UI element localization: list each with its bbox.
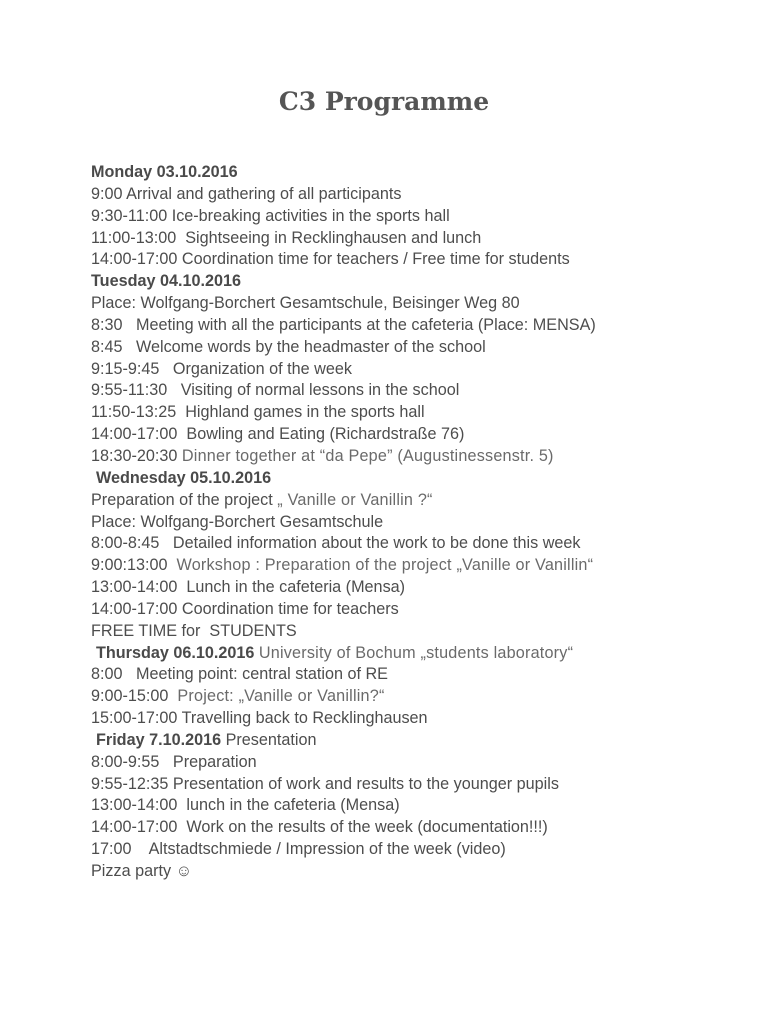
schedule-item: 11:50-13:25 Highland games in the sports hall bbox=[91, 403, 425, 422]
day-heading-suffix: University of Bochum „students laboratory“ bbox=[258, 643, 574, 662]
schedule-time: 9:00-15:00 bbox=[91, 687, 178, 706]
schedule-item: 14:00-17:00 Bowling and Eating (Richardstraße 76) bbox=[91, 425, 465, 444]
day-heading-wednesday: Wednesday 05.10.2016 bbox=[96, 468, 272, 487]
schedule-item: 14:00-17:00 Work on the results of the week (documentation!!!) bbox=[91, 818, 548, 837]
schedule-time: 18:30-20:30 bbox=[91, 446, 182, 465]
schedule-text: Workshop : Preparation of the project „Vanille or Vanillin“ bbox=[176, 556, 594, 575]
day-heading-monday: Monday 03.10.2016 bbox=[91, 163, 238, 181]
day-heading-tuesday: Tuesday 04.10.2016 bbox=[91, 272, 241, 291]
schedule-item: 8:00 Meeting point: central station of RE bbox=[91, 665, 388, 684]
schedule-item: 9:55-11:30 Visiting of normal lessons in the school bbox=[91, 381, 460, 400]
schedule-item: FREE TIME for STUDENTS bbox=[91, 621, 297, 640]
schedule-item-project bbox=[91, 686, 761, 708]
project-prefix: Preparation of the project bbox=[91, 490, 278, 509]
schedule-item: Pizza party ☺ bbox=[91, 862, 193, 880]
schedule-item: 8:00-8:45 Detailed information about the work to be done this week bbox=[91, 534, 581, 553]
day-heading-thursday-line bbox=[91, 643, 761, 665]
schedule-item: 9:30-11:00 Ice-breaking activities in the sports hall bbox=[91, 206, 450, 225]
schedule-item: 9:15-9:45 Organization of the week bbox=[91, 359, 352, 378]
schedule-time: 9:00:13:00 bbox=[91, 556, 177, 575]
schedule-item: 8:00-9:55 Preparation bbox=[91, 752, 257, 771]
schedule-item: 15:00-17:00 Travelling back to Recklinghausen bbox=[91, 709, 428, 728]
schedule-item: 11:00-13:00 Sightseeing in Recklinghausen and lunch bbox=[91, 228, 482, 247]
day-heading-suffix: Presentation bbox=[225, 730, 317, 749]
schedule-item-dinner bbox=[91, 446, 761, 468]
schedule-item: 9:00 Arrival and gathering of all participants bbox=[91, 184, 402, 203]
schedule-item: 13:00-14:00 Lunch in the cafeteria (Mensa) bbox=[91, 578, 406, 597]
day-heading-friday-line bbox=[91, 730, 761, 752]
schedule-text: Project: „Vanille or Vanillin?“ bbox=[177, 687, 385, 706]
document-title: C3 Programme bbox=[278, 87, 490, 116]
schedule-item: Place: Wolfgang-Borchert Gesamtschule bbox=[91, 512, 384, 531]
programme-body bbox=[91, 162, 761, 883]
schedule-item: 13:00-14:00 lunch in the cafeteria (Mensa) bbox=[91, 796, 400, 815]
schedule-item: 9:55-12:35 Presentation of work and results to the younger pupils bbox=[91, 774, 559, 793]
schedule-item-project bbox=[91, 490, 761, 512]
project-name: „ Vanille or Vanillin ?“ bbox=[277, 490, 433, 509]
schedule-item: 8:45 Welcome words by the headmaster of the school bbox=[91, 337, 486, 356]
schedule-item: 14:00-17:00 Coordination time for teachers / Free time for students bbox=[91, 250, 570, 269]
schedule-item: 14:00-17:00 Coordination time for teachers bbox=[91, 599, 399, 618]
day-heading-thursday: Thursday 06.10.2016 bbox=[96, 643, 255, 662]
schedule-item: 17:00 Altstadtschmiede / Impression of the week (video) bbox=[91, 840, 506, 859]
schedule-item: 8:30 Meeting with all the participants at the cafeteria (Place: MENSA) bbox=[91, 315, 596, 334]
schedule-item-workshop bbox=[91, 555, 761, 577]
day-heading-friday: Friday 7.10.2016 bbox=[96, 730, 222, 749]
schedule-item: Place: Wolfgang-Borchert Gesamtschule, Beisinger Weg 80 bbox=[91, 294, 520, 313]
schedule-text: Dinner together at “da Pepe” (Augustinessenstr. 5) bbox=[181, 446, 554, 465]
